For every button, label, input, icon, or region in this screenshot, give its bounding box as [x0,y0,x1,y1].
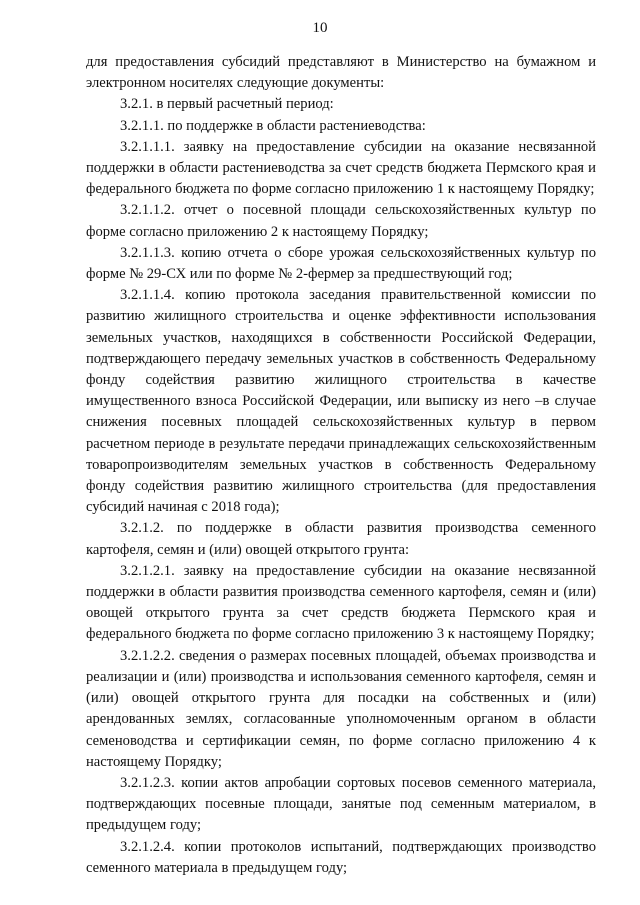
paragraph-3-2-1-1-4: 3.2.1.1.4. копию протокола заседания правительственной комиссии по развитию жилищного строительства и оценке эффективности использования земельных участков, находящихся в собственности Российской Федерации, подтверждающего передачу земельных участков в собственность Федеральному фонду содействия развитию жилищного строительства в качестве имущественного взноса Российской Федерации, или выписку из него –в случае снижения посевных площадей сельскохозяйственных культур в первом расчетном периоде в результате передачи принадлежащих сельскохозяйственным товаропроизводителям земельных участков в собственность Федеральному фонду содействия развитию жилищного строительства (для предоставления субсидий начиная с 2018 года); [86,287,596,516]
paragraph-3-2-1-2-1: 3.2.1.2.1. заявку на предоставление субсидии на оказание несвязанной поддержки в области развития производства семенного картофеля, семян и (или) овощей открытого грунта за счет средств бюджета Пермского края и федерального бюджета по форме согласно приложению 3 к настоящему Порядку; [86,562,596,643]
paragraph-3-2-1-2-3: 3.2.1.2.3. копии актов апробации сортовых посевов семенного материала, подтверждающих посевные площади, занятые под семенным материалом, в предыдущем году; [86,774,596,834]
paragraph-3-2-1-2-4: 3.2.1.2.4. копии протоколов испытаний, подтверждающих производство семенного материала в предыдущем году; [86,838,596,876]
page-number: 10 [312,20,328,36]
document-body [86,52,596,879]
paragraph-3-2-1-1-1: 3.2.1.1.1. заявку на предоставление субсидии на оказание несвязанной поддержки в области растениеводства за счет средств бюджета Пермского края и федерального бюджета по форме согласно приложению 1 к настоящему Порядку; [86,138,596,198]
paragraph-3-2-1-1-3: 3.2.1.1.3. копию отчета о сборе урожая сельскохозяйственных культур по форме № 29-СХ или по форме № 2-фермер за предшествующий год; [86,244,596,283]
paragraph-3-2-1-2: 3.2.1.2. по поддержке в области развития производства семенного картофеля, семян и (или) овощей открытого грунта: [86,520,596,558]
paragraph-intro: для предоставления субсидий представляют в Министерство на бумажном и электронном носителях следующие документы: [86,54,596,92]
paragraph-3-2-1-1-2: 3.2.1.1.2. отчет о посевной площади сельскохозяйственных культур по форме согласно приложению 2 к настоящему Порядку; [86,202,596,240]
paragraph-3-2-1: 3.2.1. в первый расчетный период: [120,96,334,113]
paragraph-3-2-1-2-2: 3.2.1.2.2. сведения о размерах посевных площадей, объемах производства и реализации и (или) производства и использования семенного картофеля, семян и (или) овощей открытого грунта для посадки на собственных и (или) арендованных землях, согласованные уполномоченным органом в области семеноводства и сертификации семян, по форме согласно приложению 4 к настоящему Порядку; [86,647,596,770]
paragraph-3-2-1-1: 3.2.1.1. по поддержке в области растениеводства: [120,117,426,134]
